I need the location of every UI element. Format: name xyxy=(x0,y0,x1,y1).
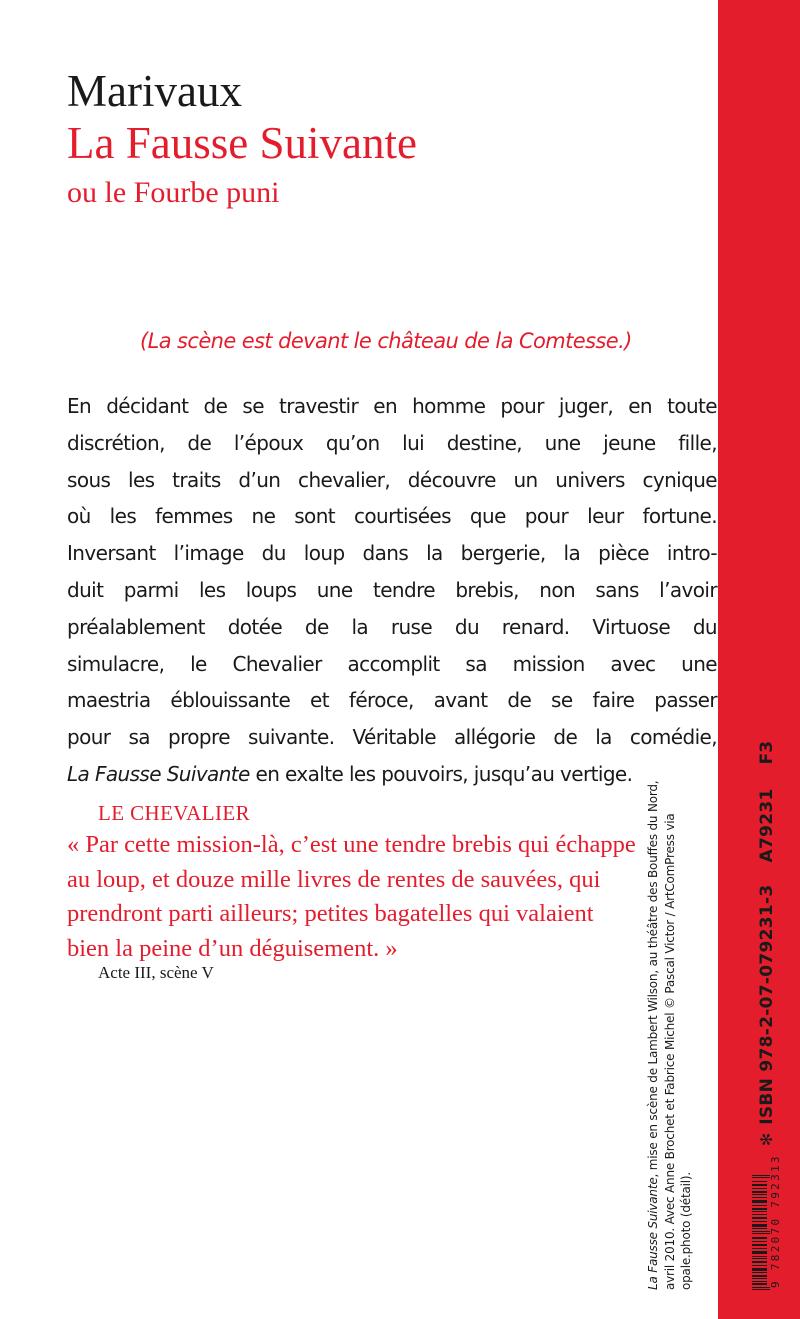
blurb-line: sous les traits d’un chevalier, découvre un univers cynique xyxy=(67,467,717,492)
blurb-title-italic: La Fausse Suivante xyxy=(67,761,250,786)
back-cover-blurb xyxy=(67,388,717,793)
isbn-block xyxy=(752,730,782,1290)
credit-line-3: opale.photo (détail). xyxy=(679,1172,693,1290)
quote-speaker: LE CHEVALIER xyxy=(98,801,250,825)
photo-credits xyxy=(645,730,695,1290)
quote-text xyxy=(67,828,650,967)
blurb-line: maestria éblouissante et féroce, avant de se faire passer xyxy=(67,688,717,713)
barcode xyxy=(752,1154,782,1290)
blurb-line: Inversant l’image du loup dans la bergerie, la pièce intro- xyxy=(67,541,717,566)
barcode-bars xyxy=(752,1172,770,1290)
quote-line: au loup, et douze mille livres de rentes de sauvées, qui xyxy=(67,865,601,893)
publisher-logo-icon: ✻ xyxy=(757,1132,776,1147)
quote-reference: Acte III, scène V xyxy=(98,963,214,982)
book-title: La Fausse Suivante xyxy=(67,118,417,168)
quote-line: bien la peine d’un déguisement. » xyxy=(67,935,398,963)
blurb-line: où les femmes ne sont courtisées que pour leur fortune. xyxy=(67,504,717,529)
blurb-line: pour sa propre suivante. Véritable allégorie de la comédie, xyxy=(67,725,717,750)
scene-direction: (La scène est devant le château de la Comtesse.) xyxy=(140,329,632,353)
credit-line-2: avril 2010. Avec Anne Brochet et Fabrice Michel © Pascal Victor / ArtComPress via xyxy=(662,813,677,1290)
credit-title-italic: La Fausse Suivante xyxy=(646,1177,660,1290)
blurb-line: discrétion, de l’époux qu’on lui destine, une jeune fille, xyxy=(67,430,717,455)
quote-line: prendront parti ailleurs; petites bagatelles qui valaient xyxy=(67,900,594,928)
isbn-number: ISBN 978-2-07-079231-3 xyxy=(757,884,777,1125)
blurb-line: simulacre, le Chevalier accomplit sa mission avec une xyxy=(67,651,717,676)
blurb-line: duit parmi les loups une tendre brebis, non sans l’avoir xyxy=(67,577,717,602)
author-name: Marivaux xyxy=(67,66,242,116)
credit-line-1-rest: , mise en scène de Lambert Wilson, au théâtre des Bouffes du Nord, xyxy=(646,780,660,1178)
blurb-line: En décidant de se travestir en homme pour juger, en toute xyxy=(67,394,717,418)
barcode-digits: 9 782070 792313 xyxy=(769,1154,782,1288)
product-code: A79231 xyxy=(757,788,777,863)
blurb-last-line-rest: en exalte les pouvoirs, jusqu’au vertige. xyxy=(249,761,633,786)
book-subtitle: ou le Fourbe puni xyxy=(67,176,280,209)
quote-line: « Par cette mission-là, c’est une tendre brebis qui échappe xyxy=(67,831,636,858)
series-code: F3 xyxy=(757,740,777,765)
blurb-last-line xyxy=(67,756,717,793)
credit-line-1 xyxy=(645,730,662,1290)
blurb-line: préalablement dotée de la ruse du renard. Virtuose du xyxy=(67,614,717,639)
